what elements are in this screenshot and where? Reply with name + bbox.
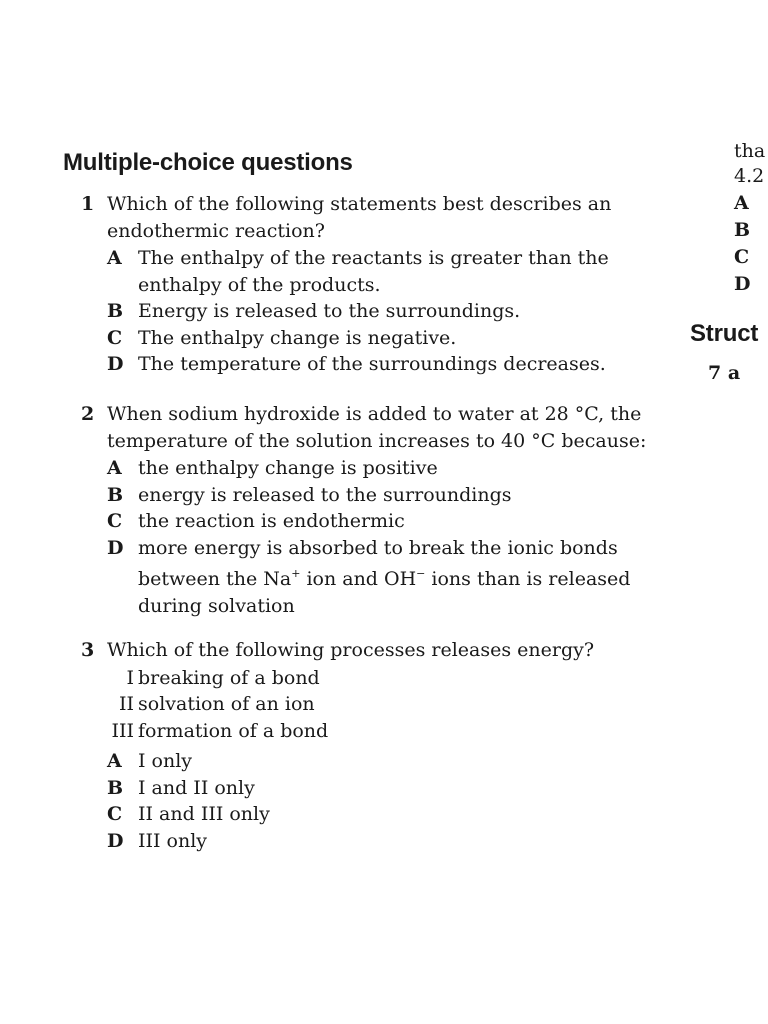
question-stem-line: endothermic reaction? (107, 219, 325, 242)
question-number: 3 (81, 639, 95, 661)
option-text: The enthalpy of the reactants is greater than the (138, 247, 609, 269)
option-text: III only (138, 829, 208, 852)
question-number: 1 (81, 193, 95, 215)
option-letter: C (107, 803, 123, 825)
superscript-charge: − (416, 567, 426, 580)
option-text: The temperature of the surroundings decreases. (138, 353, 606, 375)
statement-text: formation of a bond (138, 719, 329, 742)
question-1 (0, 191, 660, 378)
right-column-option-letter: B (734, 219, 751, 241)
right-column-text: 4.2 (734, 165, 765, 187)
option-text: more energy is absorbed to break the ionic bonds (138, 536, 618, 559)
roman-numeral: III (111, 719, 134, 742)
statement-text: breaking of a bond (138, 666, 320, 689)
question-stem-line: When sodium hydroxide is added to water at 28 °C, the (107, 403, 642, 425)
option-letter: A (107, 750, 122, 772)
option-text: The enthalpy change is negative. (138, 326, 457, 349)
option-text: enthalpy of the products. (138, 273, 381, 296)
option-letter: B (107, 483, 124, 506)
option-letter: D (107, 536, 124, 559)
question-number: 2 (81, 403, 95, 425)
question-stem-line: Which of the following processes releases energy? (107, 639, 595, 661)
question-stem-line: Which of the following statements best describes an (107, 193, 612, 215)
option-text-segment: ions than is released (425, 568, 631, 590)
roman-numeral: II (118, 693, 134, 715)
right-column-option-letter: D (734, 273, 751, 295)
question-7-label: 7 a (708, 362, 741, 384)
option-letter: D (107, 829, 124, 852)
option-text: I and II only (138, 776, 255, 799)
option-text: energy is released to the surroundings (138, 483, 512, 506)
option-text: Energy is released to the surroundings. (138, 300, 521, 322)
question-3 (0, 637, 660, 854)
option-text-segment: ion and OH (300, 568, 417, 590)
roman-numeral: I (126, 666, 134, 689)
option-letter: A (107, 247, 122, 269)
option-text: the reaction is endothermic (138, 510, 405, 532)
right-column-option-letter: C (734, 246, 750, 268)
right-section-title: Struct (690, 320, 759, 347)
option-text: I only (138, 750, 193, 772)
option-letter: B (107, 776, 124, 799)
option-letter: C (107, 326, 123, 349)
option-text: the enthalpy change is positive (138, 457, 438, 479)
option-letter: C (107, 510, 123, 532)
section-title: Multiple-choice questions (63, 149, 353, 176)
option-text: during solvation (138, 594, 295, 617)
option-text-segment: between the Na (138, 568, 292, 590)
right-column-option-letter: A (734, 192, 749, 214)
option-text: II and III only (138, 803, 270, 825)
option-letter: A (107, 457, 122, 479)
option-text (0, 561, 660, 593)
right-column-text: tha (734, 140, 766, 162)
question-stem-line: temperature of the solution increases to 40 °C because: (107, 429, 647, 452)
option-letter: B (107, 300, 124, 322)
question-2 (0, 401, 660, 619)
superscript-charge: + (291, 567, 301, 580)
option-letter: D (107, 353, 124, 375)
statement-text: solvation of an ion (138, 693, 315, 715)
